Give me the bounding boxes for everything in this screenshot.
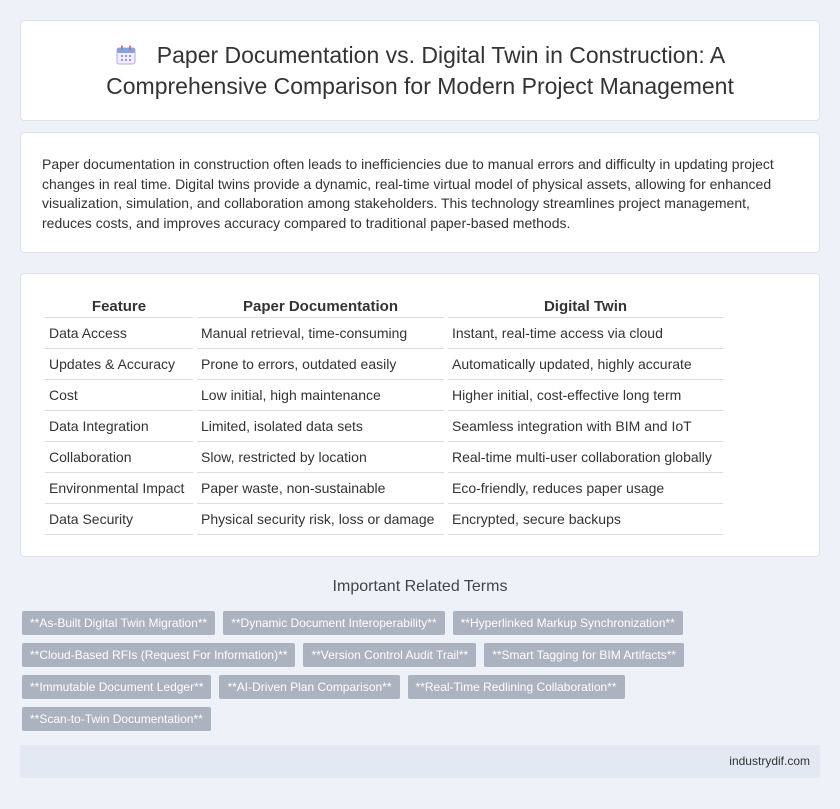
table-row <box>45 349 723 380</box>
paper-cell: Paper waste, non-sustainable <box>197 473 444 504</box>
paper-cell: Manual retrieval, time-consuming <box>197 318 444 349</box>
summary-text: Paper documentation in construction often leads to inefficiencies due to manual errors and difficulty in updating project changes in real time. Digital twins provide a dynamic, real-time virtual model of physical assets, allowing for enhanced visualization, simulation, and collaboration among stakeholders. This technology streamlines project management, reduces costs, and improves accuracy compared to traditional paper-based methods. <box>42 156 774 231</box>
comparison-card <box>20 273 820 557</box>
digital-twin-cell: Eco-friendly, reduces paper usage <box>448 473 723 504</box>
page-title-text: Paper Documentation vs. Digital Twin in Construction: A Comprehensive Comparison for Modern Project Management <box>106 41 734 99</box>
related-term-tag[interactable]: **Version Control Audit Trail** <box>303 643 476 667</box>
related-term-tag[interactable]: **Hyperlinked Markup Synchronization** <box>453 611 683 635</box>
related-term-tag[interactable]: **AI-Driven Plan Comparison** <box>219 675 399 699</box>
footer <box>20 745 820 778</box>
related-term-tag[interactable]: **Smart Tagging for BIM Artifacts** <box>484 643 684 667</box>
digital-twin-cell: Automatically updated, highly accurate <box>448 349 723 380</box>
digital-twin-cell: Real-time multi-user collaboration globally <box>448 442 723 473</box>
related-terms-list <box>22 611 812 731</box>
digital-twin-cell: Instant, real-time access via cloud <box>448 318 723 349</box>
digital-twin-cell: Seamless integration with BIM and IoT <box>448 411 723 442</box>
feature-cell: Data Access <box>45 318 193 349</box>
feature-cell: Data Integration <box>45 411 193 442</box>
feature-cell: Cost <box>45 380 193 411</box>
table-row <box>45 318 723 349</box>
table-row <box>45 473 723 504</box>
comparison-table <box>41 296 727 535</box>
header-paper-documentation: Paper Documentation <box>197 296 444 318</box>
footer-site-link[interactable]: industrydif.com <box>729 754 810 768</box>
table-row <box>45 411 723 442</box>
table-row <box>45 442 723 473</box>
related-term-tag[interactable]: **Cloud-Based RFIs (Request For Information)** <box>22 643 295 667</box>
paper-cell: Low initial, high maintenance <box>197 380 444 411</box>
related-term-tag[interactable]: **As-Built Digital Twin Migration** <box>22 611 215 635</box>
table-row <box>45 504 723 535</box>
feature-cell: Environmental Impact <box>45 473 193 504</box>
related-term-tag[interactable]: **Real-Time Redlining Collaboration** <box>408 675 625 699</box>
calendar-icon <box>115 44 137 66</box>
summary-card <box>20 132 820 253</box>
feature-cell: Collaboration <box>45 442 193 473</box>
paper-cell: Slow, restricted by location <box>197 442 444 473</box>
paper-cell: Limited, isolated data sets <box>197 411 444 442</box>
title-card <box>20 20 820 121</box>
header-feature: Feature <box>45 296 193 318</box>
page-title <box>50 40 790 102</box>
digital-twin-cell: Higher initial, cost-effective long term <box>448 380 723 411</box>
related-term-tag[interactable]: **Dynamic Document Interoperability** <box>223 611 444 635</box>
digital-twin-cell: Encrypted, secure backups <box>448 504 723 535</box>
feature-cell: Updates & Accuracy <box>45 349 193 380</box>
related-term-tag[interactable]: **Scan-to-Twin Documentation** <box>22 707 211 731</box>
table-row <box>45 380 723 411</box>
paper-cell: Prone to errors, outdated easily <box>197 349 444 380</box>
table-header-row <box>45 296 723 318</box>
related-term-tag[interactable]: **Immutable Document Ledger** <box>22 675 211 699</box>
paper-cell: Physical security risk, loss or damage <box>197 504 444 535</box>
related-terms-title: Important Related Terms <box>332 578 508 595</box>
header-digital-twin: Digital Twin <box>448 296 723 318</box>
feature-cell: Data Security <box>45 504 193 535</box>
